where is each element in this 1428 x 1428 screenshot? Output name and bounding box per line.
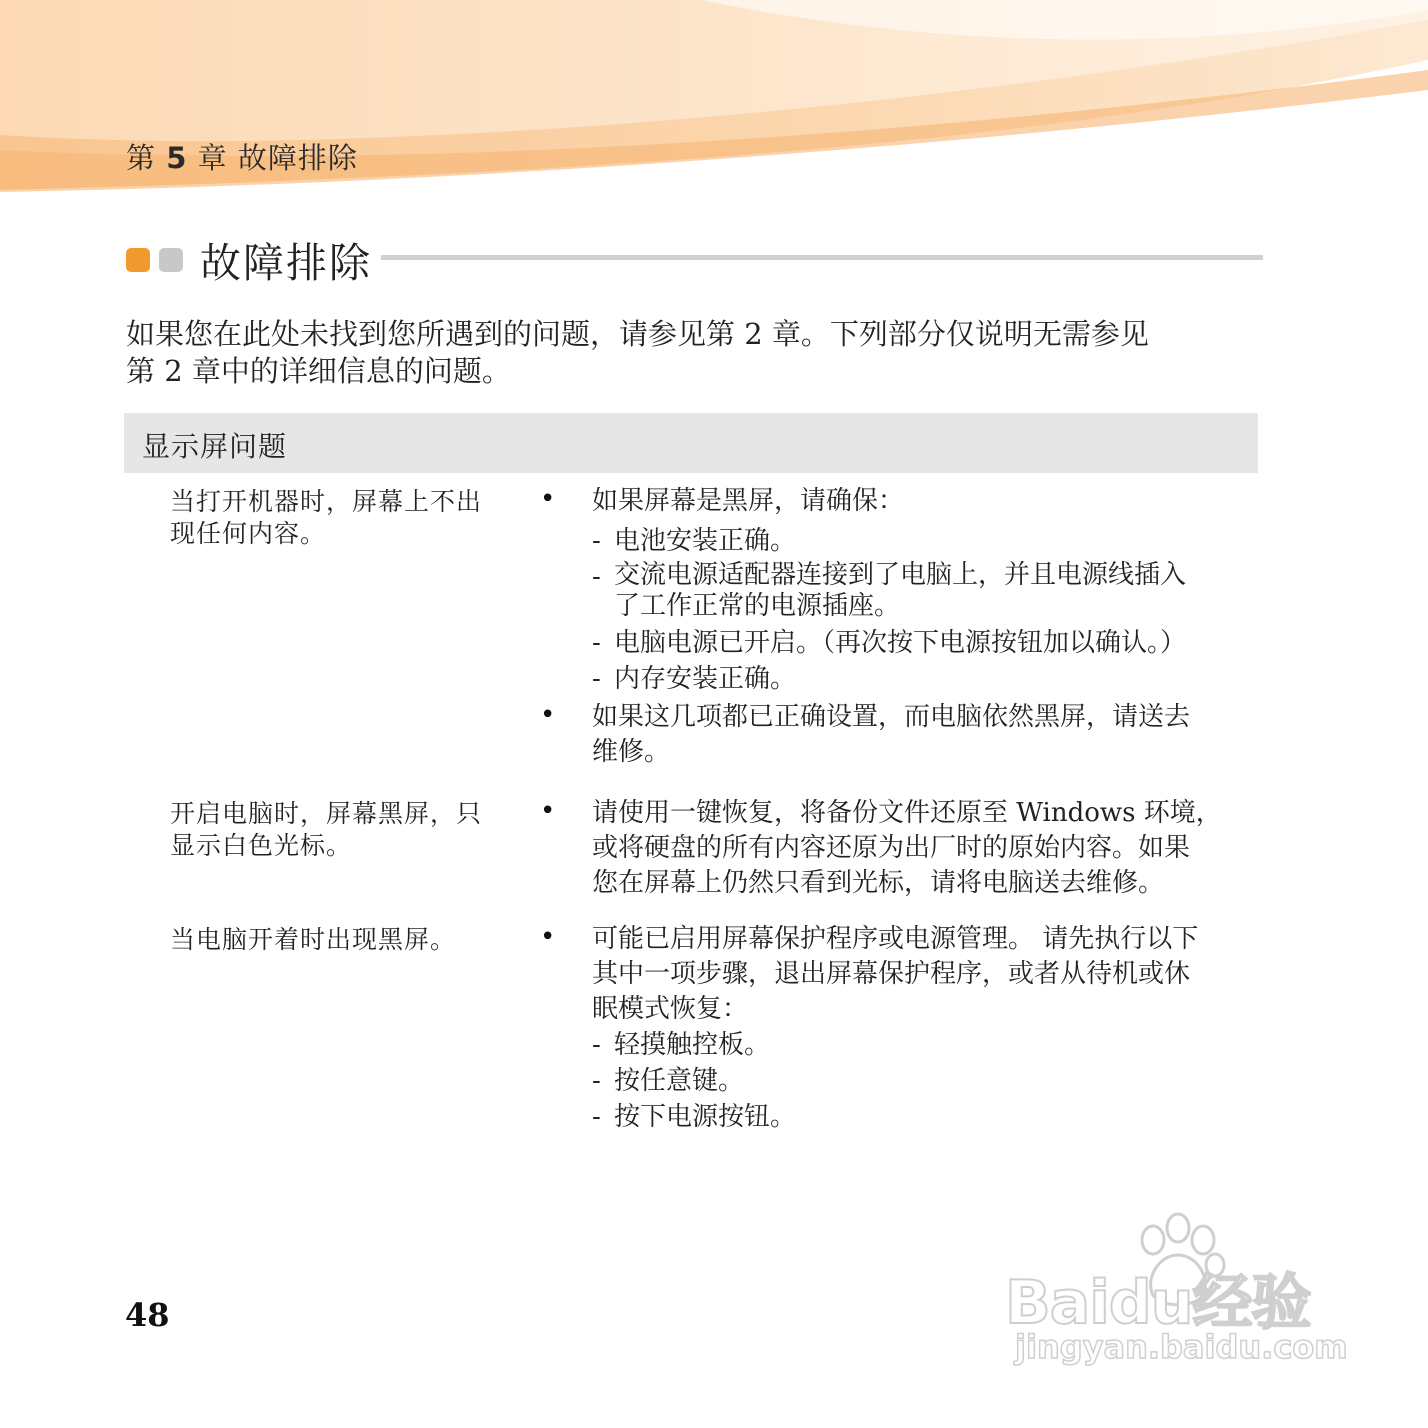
section-title: 故障排除 [200, 239, 372, 287]
solution-line: 维修。 [592, 737, 671, 767]
solution-line: 眠模式恢复： [592, 994, 749, 1024]
sub-item [592, 626, 1252, 661]
table-heading-label: 显示屏问题 [142, 430, 288, 463]
dash-icon: - [592, 628, 601, 658]
sub-item-line: 电脑电源已开启。（再次按下电源按钮加以确认。） [614, 628, 1187, 658]
sub-item [592, 662, 1252, 697]
solution-line: 请使用一键恢复，将备份文件还原至 Windows 环境， [592, 798, 1222, 828]
problem-text [170, 924, 520, 956]
chapter-prefix: 第 [126, 141, 157, 175]
intro-line: 如果您在此处未找到您所遇到的问题，请参见第 2 章。下列部分仅说明无需参见 [126, 317, 1149, 351]
sub-item-line: 按下电源按钮。 [614, 1102, 797, 1132]
problem-line: 当打开机器时，屏幕上不出 [170, 487, 483, 516]
sub-item [592, 524, 1252, 559]
dash-icon: - [592, 1030, 601, 1060]
baidu-watermark [1005, 1210, 1348, 1370]
sub-item-line: 电池安装正确。 [614, 526, 797, 556]
sub-item [592, 1100, 1252, 1135]
solution-text [592, 484, 1252, 697]
dash-icon: - [592, 1102, 601, 1132]
page-number: 48 [125, 1296, 170, 1334]
sub-item-line: 交流电源适配器连接到了电脑上，并且电源线插入 [614, 560, 1187, 590]
solution-line: 或将硬盘的所有内容还原为出厂时的原始内容。如果 [592, 833, 1191, 863]
bullet-icon: • [540, 700, 556, 730]
solution-line: 其中一项步骤，退出屏幕保护程序，或者从待机或休 [592, 959, 1191, 989]
dash-icon: - [592, 562, 601, 592]
solution-line: 您在屏幕上仍然只看到光标，请将电脑送去维修。 [592, 868, 1165, 898]
problem-text [170, 486, 520, 550]
watermark-url: jingyan.baidu.com [1015, 1328, 1348, 1366]
bullet-icon: • [540, 484, 556, 514]
chapter-number: 5 [166, 141, 188, 175]
dash-icon: - [592, 1066, 601, 1096]
intro-line: 第 2 章中的详细信息的问题。 [126, 354, 511, 388]
sub-item-line: 按任意键。 [614, 1066, 745, 1096]
sub-item [592, 560, 1252, 622]
grey-square-icon [159, 248, 183, 272]
chapter-header [126, 136, 358, 177]
sub-item-line: 内存安装正确。 [614, 664, 797, 694]
intro-paragraph [126, 316, 1261, 390]
solution-line: 如果屏幕是黑屏，请确保： [592, 486, 905, 516]
sub-item [592, 1064, 1252, 1099]
dash-icon: - [592, 664, 601, 694]
bullet-icon: • [540, 796, 556, 826]
problem-line: 开启电脑时，屏幕黑屏，只 [170, 799, 483, 828]
section-heading [126, 228, 1263, 288]
watermark-logo-text: Baidu经验 [1005, 1268, 1311, 1338]
sub-item-line: 了工作正常的电源插座。 [614, 591, 901, 621]
sub-item-line: 轻摸触控板。 [614, 1030, 771, 1060]
sub-item [592, 1028, 1252, 1063]
orange-square-icon [126, 248, 150, 272]
table-heading [124, 413, 1258, 473]
problem-line: 显示白色光标。 [170, 831, 353, 860]
chapter-title: 章 故障排除 [197, 141, 358, 175]
solution-line: 可能已启用屏幕保护程序或电源管理。 请先执行以下 [592, 924, 1199, 954]
problem-text [170, 798, 520, 862]
dash-icon: - [592, 526, 601, 556]
problem-line: 当电脑开着时出现黑屏。 [170, 925, 457, 954]
bullet-icon: • [540, 922, 556, 952]
solution-text [592, 922, 1252, 1135]
solution-text [592, 796, 1252, 901]
solution-line: 如果这几项都已正确设置，而电脑依然黑屏，请送去 [592, 702, 1191, 732]
problem-line: 现任何内容。 [170, 519, 327, 548]
solution-text [592, 700, 1252, 770]
section-rule [381, 255, 1263, 260]
